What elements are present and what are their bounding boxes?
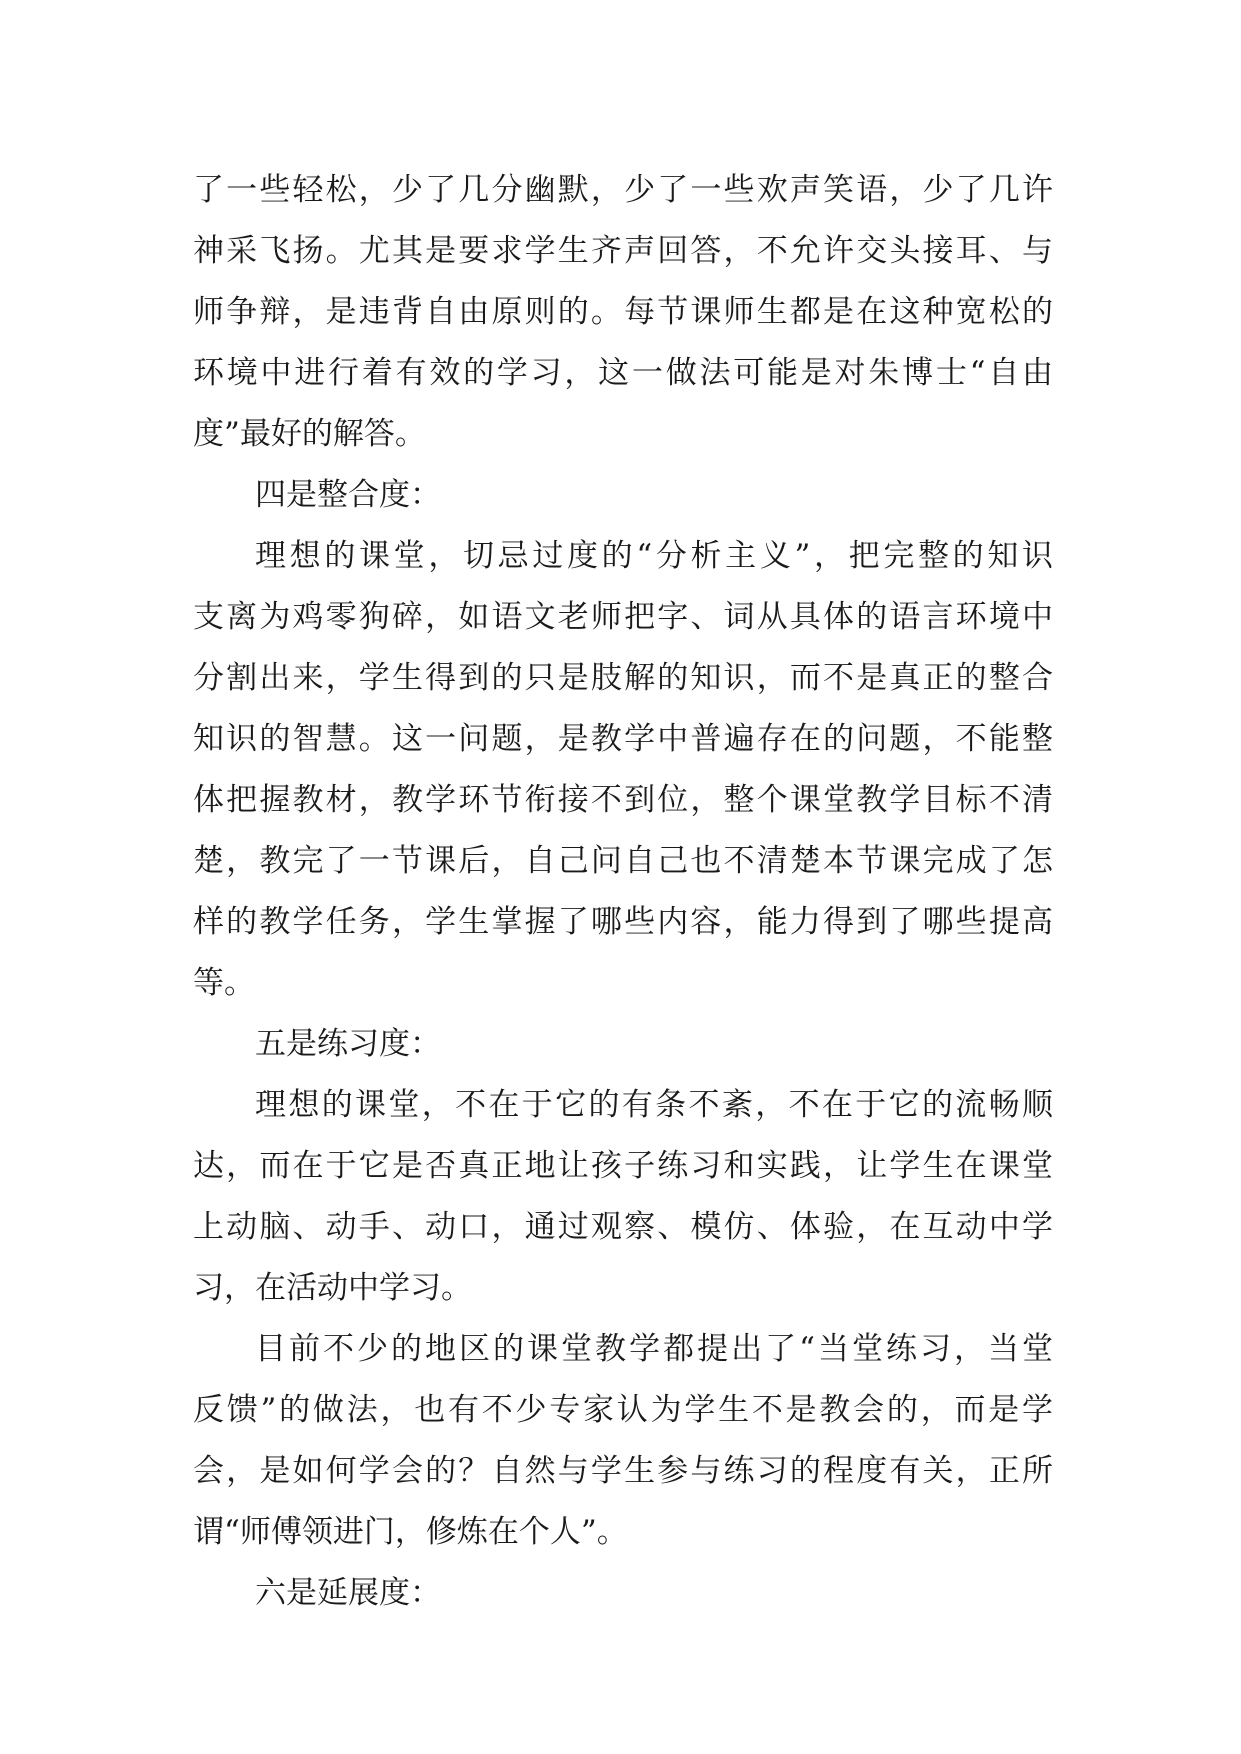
text-line: 理想的课堂，切忌过度的“分析主义”，把完整的知识 <box>255 538 1053 574</box>
text-line: 样的教学任务，学生掌握了哪些内容，能力得到了哪些提高 <box>193 904 1053 940</box>
document-body <box>193 160 1053 1624</box>
text-line: 目前不少的地区的课堂教学都提出了“当堂练习，当堂 <box>255 1331 1053 1367</box>
text-line: 神采飞扬。尤其是要求学生齐声回答，不允许交头接耳、与 <box>193 233 1053 269</box>
text-line: 反馈”的做法，也有不少专家认为学生不是教会的，而是学 <box>193 1392 1053 1428</box>
text-line: 支离为鸡零狗碎，如语文老师把字、词从具体的语言环境中 <box>193 599 1053 635</box>
section-heading: 五是练习度： <box>255 1026 441 1062</box>
text-line: 谓“师傅领进门，修炼在个人”。 <box>193 1514 628 1550</box>
text-line: 了一些轻松，少了几分幽默，少了一些欢声笑语，少了几许 <box>193 172 1053 208</box>
text-line: 上动脑、动手、动口，通过观察、模仿、体验，在互动中学 <box>193 1209 1053 1245</box>
section-heading: 四是整合度： <box>255 477 441 513</box>
text-line: 楚，教完了一节课后，自己问自己也不清楚本节课完成了怎 <box>193 843 1053 879</box>
section-heading: 六是延展度： <box>255 1575 441 1611</box>
text-line: 师争辩，是违背自由原则的。每节课师生都是在这种宽松的 <box>193 294 1053 330</box>
text-line: 理想的课堂，不在于它的有条不紊，不在于它的流畅顺 <box>255 1087 1053 1123</box>
text-line: 体把握教材，教学环节衔接不到位，整个课堂教学目标不清 <box>193 782 1053 818</box>
text-line: 度”最好的解答。 <box>193 416 426 452</box>
text-line: 等。 <box>193 965 255 1001</box>
text-line: 环境中进行着有效的学习，这一做法可能是对朱博士“自由 <box>193 355 1053 391</box>
text-line: 会，是如何学会的？自然与学生参与练习的程度有关，正所 <box>193 1453 1053 1489</box>
text-line: 分割出来，学生得到的只是肢解的知识，而不是真正的整合 <box>193 660 1053 696</box>
text-line: 习，在活动中学习。 <box>193 1270 472 1306</box>
text-line: 知识的智慧。这一问题，是教学中普遍存在的问题，不能整 <box>193 721 1053 757</box>
text-line: 达，而在于它是否真正地让孩子练习和实践，让学生在课堂 <box>193 1148 1053 1184</box>
